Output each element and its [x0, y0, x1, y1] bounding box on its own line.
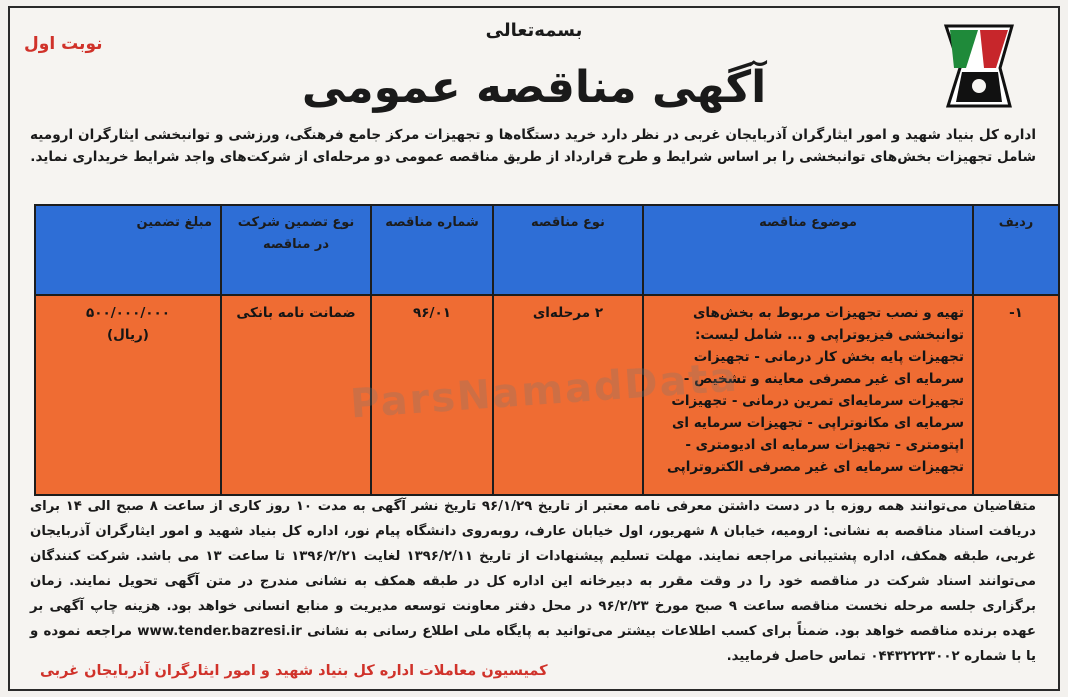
signature-commission: کمیسیون معاملات اداره کل بنیاد شهید و امور ایثارگران آذربایجان غربی [40, 663, 548, 679]
col-number-header: شماره مناقصه [371, 205, 493, 295]
row-number: ۱- [973, 295, 1059, 495]
watermark: ParsNamadData [348, 354, 740, 428]
intro-paragraph: اداره کل بنیاد شهید و امور ایثارگران آذربایجان غربی در نظر دارد خرید دستگاه‌ها و تجهیزات مرکز جامع فرهنگی، ورزشی و توانبخشی ایثارگران ارومیه شامل تجهیزات بخش‌های توانبخشی را بر اساس شرایط و طرح قرارداد از طریق مناقصه عمومی دو مرحله‌ای از شرکت‌های واجد شرایط خریداری نماید. [30, 127, 1036, 165]
col-guarantee-type-header: نوع تضمین شرکت در مناقصه [221, 205, 371, 295]
details-paragraph: متقاضیان می‌توانند همه روزه با در دست داشتن معرفی نامه معتبر از تاریخ ۹۶/۱/۲۹ تاریخ نشر آگهی به مدت ۱۰ روز کاری از ساعت ۸ صبح الی ۱۴ برای دریافت اسناد مناقصه به نشانی: ارومیه، خیابان ۸ شهریور، اول خیابان عارف، روبه‌روی دانشگاه پیام نور، اداره کل بنیاد شهید و امور ایثارگران آذربایجان غربی، طبقه همکف، اداره پشتیبانی مراجعه نمایند. مهلت تسلیم پیشنهادات از تاریخ ۱۳۹۶/۲/۱۱ لغایت ۱۳۹۶/۲/۲۱ تا ساعت ۱۳ می باشد. شرکت کنندگان می‌توانند اسناد شرکت در مناقصه خود را در وقت مقرر به دبیرخانه این اداره کل در طبقه همکف به نشانی مندرج در متن آگهی تحویل نمایند. زمان برگزاری جلسه مرحله نخست مناقصه ساعت ۹ صبح مورخ ۹۶/۲/۲۳ در محل دفتر معاونت توسعه مدیریت و منابع انسانی خواهد بود. هزینه چاپ آگهی بر عهده برنده مناقصه خواهد بود. ضمناً برای کسب اطلاعات بیشتر می‌توانید به پایگاه ملی اطلاع رسانی به نشانی www.tender.bazresi.ir مراجعه نموده و یا با شماره ۰۴۴۳۲۲۲۳۰۰۲ تماس حاصل فرمایید. [30, 499, 1037, 664]
table-row [35, 295, 1059, 495]
tender-number: ۹۶/۰۱ [371, 295, 493, 495]
basmala: بسمه‌تعالی [485, 20, 583, 41]
tender-type: ۲ مرحله‌ای [493, 295, 643, 495]
col-row-header: ردیف [973, 205, 1059, 295]
tender-subject: تهیه و نصب تجهیزات مربوط به بخش‌های توانبخشی فیزیوتراپی و ... شامل لیست: تجهیزات پایه بخش کار درمانی - تجهیزات سرمایه ای غیر مصرفی معاینه و تشخیص - تجهیزات سرمایه‌ای تمرین درمانی - تجهیزات سرمایه ای مکانوتراپی - تجهیزات سرمایه ای اپتومتری - تجهیزات سرمایه ای ادیومتری - تجهیزات سرمایه ای غیر مصرفی الکتروتراپی [643, 295, 973, 495]
tender-notice [8, 6, 1060, 691]
table-header-row [35, 205, 1059, 295]
guarantee-amount-cell [35, 295, 221, 495]
guarantee-amount: ۵۰۰/۰۰۰/۰۰۰ [85, 305, 171, 321]
col-type-header: نوع مناقصه [493, 205, 643, 295]
col-subject-header: موضوع مناقصه [643, 205, 973, 295]
guarantee-type: ضمانت نامه بانکی [221, 295, 371, 495]
notice-title: آگهی مناقصه عمومی [301, 62, 767, 113]
publication-round: نوبت اول [24, 34, 103, 54]
martyr-foundation-emblem-icon [940, 20, 1018, 112]
col-guarantee-amount-header: مبلغ تضمین [35, 205, 221, 295]
guarantee-unit: (ریال) [107, 327, 149, 343]
tender-table [34, 204, 1060, 496]
